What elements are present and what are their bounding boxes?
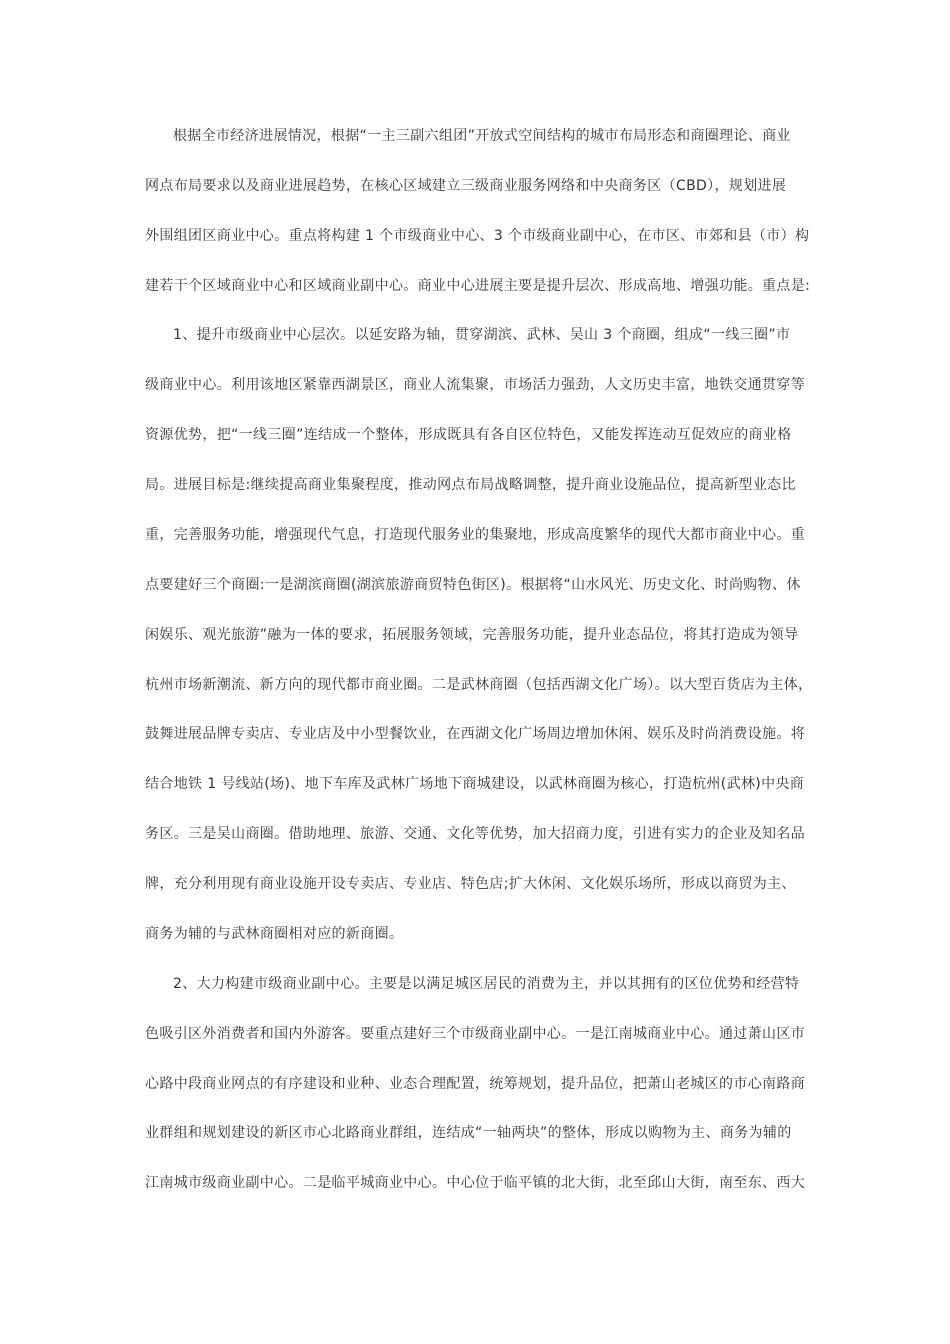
paragraph-3-line-1: 2、大力构建市级商业副中心。主要是以满足城区居民的消费为主，并以其拥有的区位优势和经营特 xyxy=(173,976,800,992)
paragraph-2-line-8: 杭州市场新潮流、新方向的现代都市商业圈。二是武林商圈（包括西湖文化广场）。以大型百货店为主体， xyxy=(145,677,813,693)
paragraph-3-line-2: 色吸引区外消费者和国内外游客。要重点建好三个市级商业副中心。一是江南城商业中心。通过萧山区市 xyxy=(145,1026,806,1042)
paragraph-2-line-7: 闲娱乐、观光旅游”融为一体的要求，拓展服务领域，完善服务功能，提升业态品位，将其打造成为领导 xyxy=(145,627,799,643)
paragraph-1-line-1: 根据全市经济进展情况，根据“一主三副六组团”开放式空间结构的城市布局形态和商圈理论、商业 xyxy=(173,128,791,144)
paragraph-3-line-4: 业群组和规划建设的新区市心北路商业群组，连结成“一轴两块”的整体，形成以购物为主、商务为辅的 xyxy=(145,1125,792,1141)
paragraph-2-line-6: 点要建好三个商圈:一是湖滨商圈(湖滨旅游商贸特色街区)。根据将“山水风光、历史文化、时尚购物、休 xyxy=(145,577,801,593)
paragraph-1-line-4: 建若干个区域商业中心和区域商业副中心。商业中心进展主要是提升层次、形成高地、增强功能。重点是: xyxy=(145,278,811,294)
paragraph-2-line-13: 商务为辅的与武林商圈相对应的新商圈。 xyxy=(145,926,404,942)
paragraph-2-line-1: 1、提升市级商业中心层次。以延安路为轴，贯穿湖滨、武林、吴山 3 个商圈，组成“一线三圈”市 xyxy=(173,327,791,343)
paragraph-1-line-2: 网点布局要求以及商业进展趋势，在核心区域建立三级商业服务网络和中央商务区（CBD），规划进展 xyxy=(145,178,787,194)
paragraph-2-line-10: 结合地铁 1 号线站(场)、地下车库及武林广场地下商城建设，以武林商圈为核心，打造杭州(武林)中央商 xyxy=(145,776,805,792)
paragraph-2-line-3: 资源优势，把“一线三圈”连结成一个整体，形成既具有各自区位特色，又能发挥连动互促效应的商业格 xyxy=(145,427,792,443)
paragraph-3-line-3: 心路中段商业网点的有序建设和业种、业态合理配置，统筹规划，提升品位，把萧山老城区的市心南路商 xyxy=(145,1076,806,1092)
paragraph-1-line-3: 外围组团区商业中心。重点将构建 1 个市级商业中心、3 个市级商业副中心，在市区、市郊和县（市）构 xyxy=(145,228,810,244)
paragraph-2-line-12: 牌，充分利用现有商业设施开设专卖店、专业店、特色店;扩大休闲、文化娱乐场所，形成以商贸为主、 xyxy=(145,876,796,892)
paragraph-2-line-2: 级商业中心。利用该地区紧靠西湖景区，商业人流集聚，市场活力强劲，人文历史丰富，地铁交通贯穿等 xyxy=(145,377,806,393)
paragraph-2-line-11: 务区。三是吴山商圈。借助地理、旅游、交通、文化等优势，加大招商力度，引进有实力的企业及知名品 xyxy=(145,826,806,842)
paragraph-2-line-4: 局。进展目标是:继续提高商业集聚程度，推动网点布局战略调整，提升商业设施品位，提高新型业态比 xyxy=(145,477,796,493)
paragraph-2-line-9: 鼓舞进展品牌专卖店、专业店及中小型餐饮业，在西湖文化广场周边增加休闲、娱乐及时尚消费设施。将 xyxy=(145,726,806,742)
paragraph-2-line-5: 重，完善服务功能，增强现代气息，打造现代服务业的集聚地，形成高度繁华的现代大都市商业中心。重 xyxy=(145,527,806,543)
paragraph-3-line-5: 江南城市级商业副中心。二是临平城商业中心。中心位于临平镇的北大街，北至邱山大街，南至东、西大 xyxy=(145,1175,806,1191)
